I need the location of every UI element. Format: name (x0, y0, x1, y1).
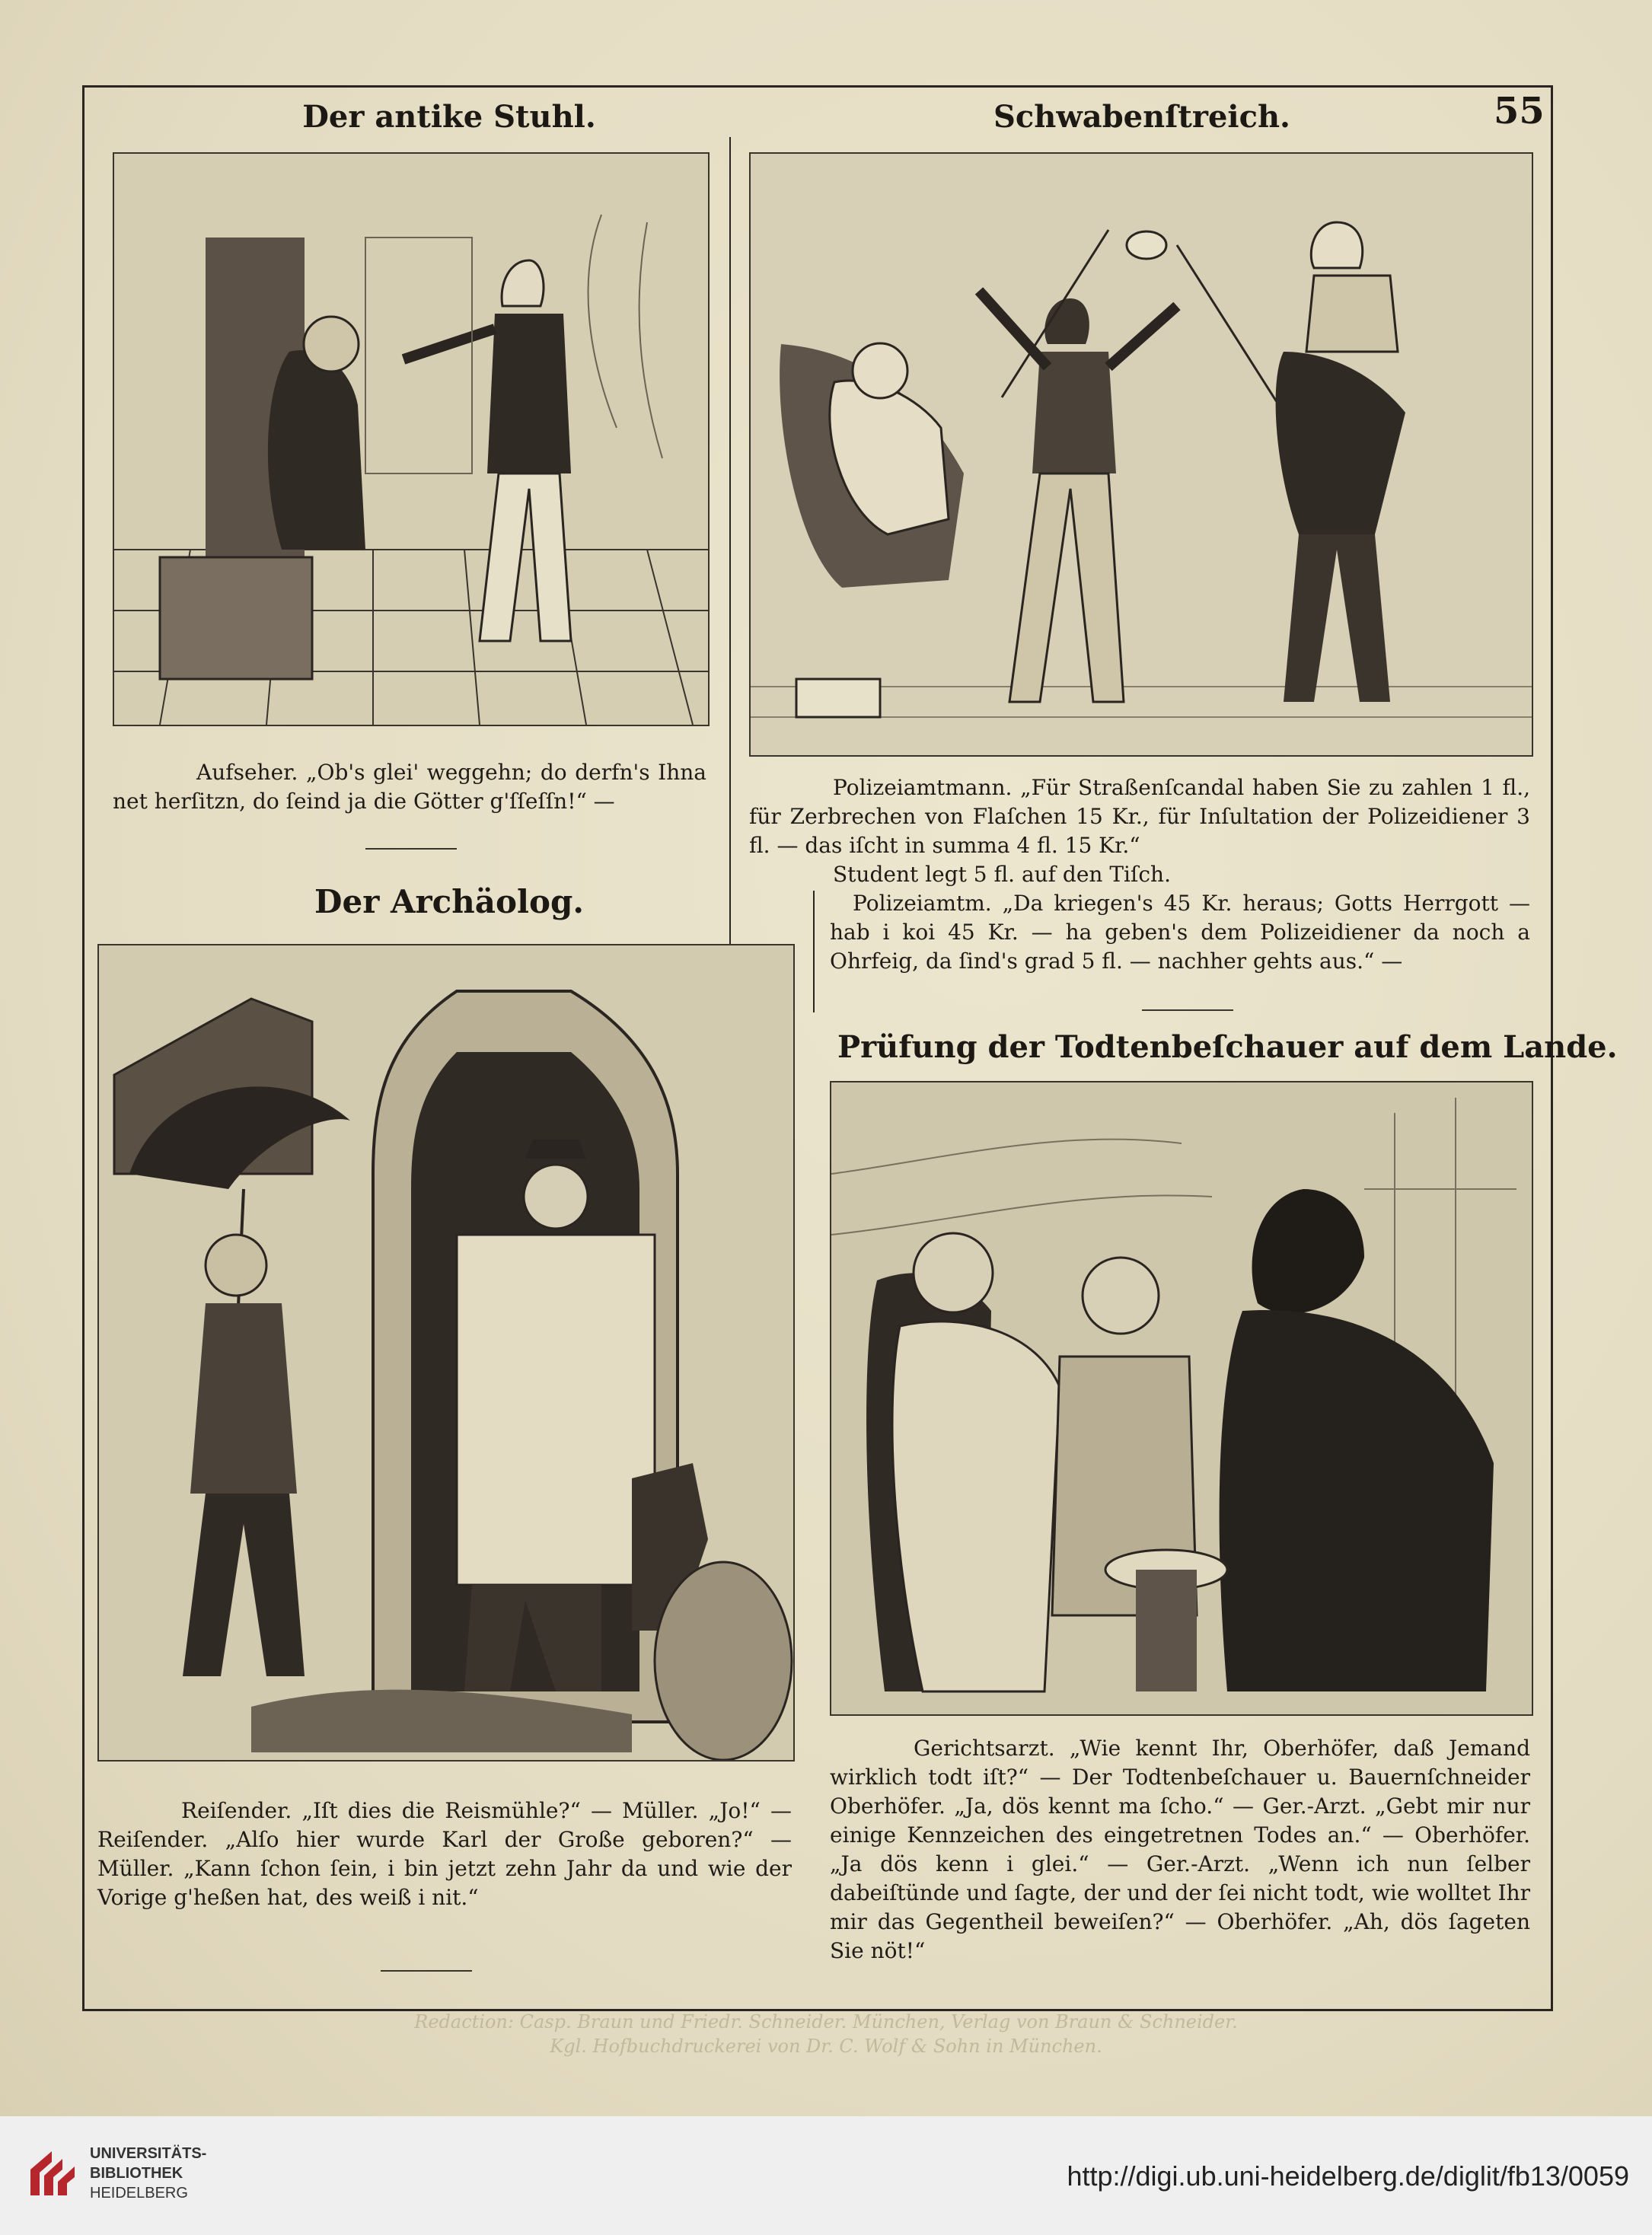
page-number: 55 (1494, 90, 1545, 132)
separator (1142, 1009, 1233, 1011)
title-antike-stuhl: Der antike Stuhl. (302, 99, 596, 135)
caption-text: Reiſender. „Iſt dies die Reismühle?“ — Müller. „Jo!“ — Reiſender. „Alſo hier wurde Karl der Große geboren?“ — Müller. „Kann ſchon ſein, i bin jetzt zehn Jahr da und wie der Vorige g'heßen hat, des weiß i nit.“ (97, 1798, 792, 1910)
caption-text: Aufseher. „Ob's glei' weggehn; do derfn's Ihna net herſitzn, do ſeind ja die Götter g'ſſeſſn!“ — (113, 760, 706, 814)
caption-todtenbeschauer (830, 1734, 1530, 1966)
caption-antike-stuhl (113, 758, 706, 816)
illustration-antike-stuhl (113, 152, 710, 726)
library-logo-icon[interactable] (26, 2147, 79, 2200)
engraving-student-brawl (751, 154, 1532, 755)
title-schwabenstreich: Schwabenſtreich. (993, 99, 1290, 135)
illustration-schwabenstreich (749, 152, 1533, 757)
caption-archaeolog (97, 1797, 792, 1912)
imprint-line-1: Redaction: Casp. Braun und Friedr. Schneider. München, Verlag von Braun & Schneider. (414, 2011, 1238, 2033)
library-line-3: HEIDELBERG (90, 2185, 188, 2202)
engraving-museum-scene (114, 154, 708, 725)
imprint-line-2: Kgl. Hofbuchdruckerei von Dr. C. Wolf & Sohn in München. (550, 2036, 1102, 2057)
imprint (198, 2010, 1454, 2058)
caption-schwabenstreich-cont (830, 889, 1530, 976)
separator (365, 848, 457, 850)
title-archaeolog: Der Archäolog. (314, 883, 584, 920)
caption-text-1: Polizeiamtmann. „Für Straßenſcandal haben Sie zu zahlen 1 fl., für Zerbrechen von Flaſchen 15 Kr., für Inſultation der Polizeidiener 3 fl. — das iſcht in summa 4 fl. 15 Kr.“ (749, 775, 1530, 858)
engraving-examination (831, 1082, 1532, 1714)
column-divider-lower (813, 891, 815, 1012)
title-todtenbeschauer: Prüfung der Todtenbeſchauer auf dem Lande. (837, 1029, 1618, 1065)
illustration-archaeolog (97, 944, 795, 1762)
engraving-mill-door (99, 945, 793, 1760)
caption-text-3: Polizeiamtm. „Da kriegen's 45 Kr. heraus; Gotts Herrgott — hab i koi 45 Kr. — ha geben's dem Polizeidiener da noch a Ohrfeig, da ſind's grad 5 fl. — nachher gehts aus.“ — (830, 891, 1530, 974)
permalink-url[interactable]: http://digi.ub.uni-heidelberg.de/diglit/fb13/0059 (1067, 2160, 1629, 2192)
library-line-1: UNIVERSITÄTS- (90, 2145, 207, 2162)
caption-text: Gerichtsarzt. „Wie kennt Ihr, Oberhöfer, daß Jemand wirklich todt iſt?“ — Der Todtenbeſchauer u. Bauernſchneider Oberhöfer. „Ja, dös kennt ma ſcho.“ — Ger.-Arzt. „Gebt mir nur einige Kennzeichen des eingetretnen Todes an.“ — Oberhöfer. „Ja dös kenn i glei.“ — Ger.-Arzt. „Wenn ich nun ſelber dabeiſtünde und ſagte, der und der ſei nicht todt, wie wolltet Ihr mir das Gegentheil beweiſen?“ — Oberhöfer. „Ah, dös ſageten Sie nöt!“ (830, 1736, 1530, 1963)
library-name[interactable] (90, 2144, 206, 2203)
caption-text-2: Student legt 5 fl. auf den Tiſch. (833, 862, 1171, 887)
library-line-2: BIBLIOTHEK (90, 2165, 183, 2182)
illustration-todtenbeschauer (830, 1081, 1533, 1716)
caption-schwabenstreich (749, 773, 1530, 889)
separator (381, 1970, 472, 1972)
column-divider (729, 137, 731, 944)
viewer-footer (0, 2116, 1652, 2235)
